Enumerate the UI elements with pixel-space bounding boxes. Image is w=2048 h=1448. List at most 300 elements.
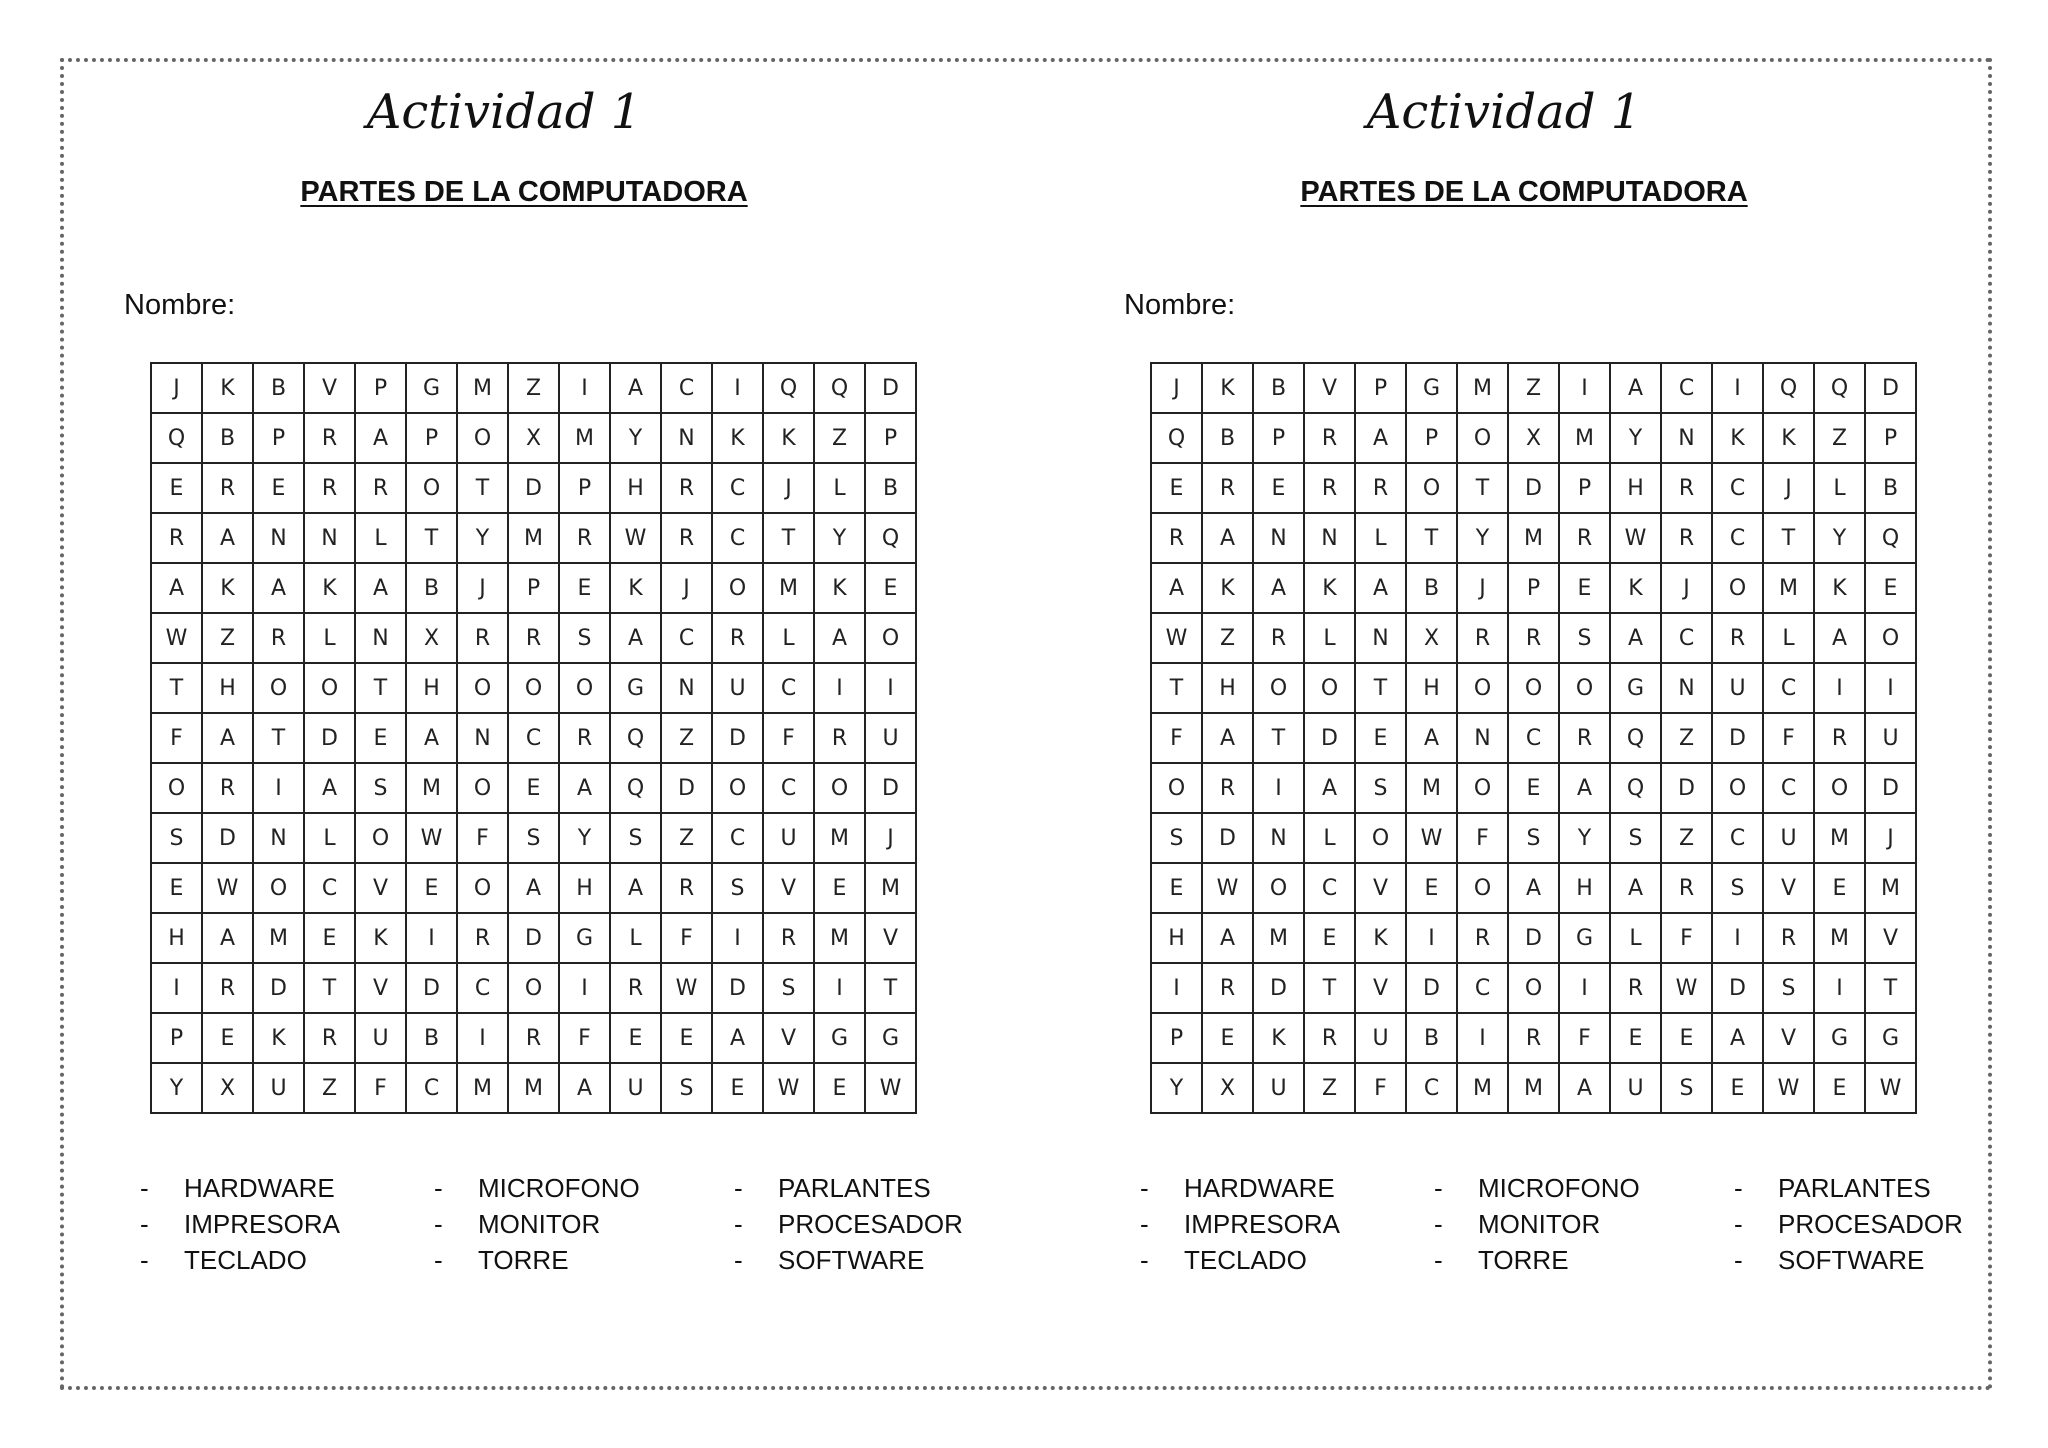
grid-cell[interactable]: L: [1814, 463, 1865, 513]
grid-cell[interactable]: U: [865, 713, 916, 763]
grid-cell[interactable]: P: [1865, 413, 1916, 463]
grid-cell[interactable]: K: [763, 413, 814, 463]
grid-cell[interactable]: S: [712, 863, 763, 913]
grid-cell[interactable]: F: [1457, 813, 1508, 863]
grid-cell[interactable]: E: [559, 563, 610, 613]
grid-cell[interactable]: L: [304, 813, 355, 863]
grid-cell[interactable]: B: [1253, 363, 1304, 413]
grid-cell[interactable]: Q: [1865, 513, 1916, 563]
grid-cell[interactable]: R: [304, 413, 355, 463]
grid-cell[interactable]: D: [712, 963, 763, 1013]
grid-cell[interactable]: R: [1712, 613, 1763, 663]
grid-cell[interactable]: E: [406, 863, 457, 913]
grid-cell[interactable]: Z: [1661, 813, 1712, 863]
grid-cell[interactable]: U: [1865, 713, 1916, 763]
grid-cell[interactable]: M: [457, 363, 508, 413]
grid-cell[interactable]: O: [1559, 663, 1610, 713]
grid-cell[interactable]: K: [355, 913, 406, 963]
grid-cell[interactable]: O: [1253, 663, 1304, 713]
grid-cell[interactable]: E: [1814, 1063, 1865, 1113]
grid-cell[interactable]: D: [712, 713, 763, 763]
grid-cell[interactable]: I: [253, 763, 304, 813]
grid-cell[interactable]: M: [1814, 913, 1865, 963]
grid-cell[interactable]: E: [508, 763, 559, 813]
grid-cell[interactable]: F: [559, 1013, 610, 1063]
grid-cell[interactable]: R: [304, 1013, 355, 1063]
grid-cell[interactable]: T: [406, 513, 457, 563]
grid-cell[interactable]: F: [457, 813, 508, 863]
grid-cell[interactable]: X: [1406, 613, 1457, 663]
grid-cell[interactable]: R: [1304, 1013, 1355, 1063]
grid-cell[interactable]: A: [1202, 513, 1253, 563]
grid-cell[interactable]: C: [661, 613, 712, 663]
grid-cell[interactable]: R: [304, 463, 355, 513]
grid-cell[interactable]: S: [1712, 863, 1763, 913]
grid-cell[interactable]: E: [1406, 863, 1457, 913]
grid-cell[interactable]: M: [1406, 763, 1457, 813]
grid-cell[interactable]: A: [1610, 613, 1661, 663]
grid-cell[interactable]: B: [202, 413, 253, 463]
grid-cell[interactable]: I: [559, 963, 610, 1013]
grid-cell[interactable]: C: [1763, 763, 1814, 813]
grid-cell[interactable]: I: [406, 913, 457, 963]
grid-cell[interactable]: V: [763, 863, 814, 913]
grid-cell[interactable]: R: [1151, 513, 1202, 563]
grid-cell[interactable]: D: [508, 913, 559, 963]
grid-cell[interactable]: B: [406, 1013, 457, 1063]
grid-cell[interactable]: Q: [763, 363, 814, 413]
grid-cell[interactable]: G: [1865, 1013, 1916, 1063]
grid-cell[interactable]: W: [865, 1063, 916, 1113]
grid-cell[interactable]: Q: [1763, 363, 1814, 413]
grid-cell[interactable]: D: [1508, 913, 1559, 963]
grid-cell[interactable]: R: [1355, 463, 1406, 513]
grid-cell[interactable]: L: [1304, 813, 1355, 863]
grid-cell[interactable]: I: [814, 963, 865, 1013]
grid-cell[interactable]: S: [610, 813, 661, 863]
grid-cell[interactable]: P: [253, 413, 304, 463]
grid-cell[interactable]: C: [1406, 1063, 1457, 1113]
grid-cell[interactable]: M: [763, 563, 814, 613]
grid-cell[interactable]: S: [1355, 763, 1406, 813]
grid-cell[interactable]: T: [304, 963, 355, 1013]
grid-cell[interactable]: R: [508, 1013, 559, 1063]
grid-cell[interactable]: J: [1457, 563, 1508, 613]
grid-cell[interactable]: E: [1304, 913, 1355, 963]
grid-cell[interactable]: C: [304, 863, 355, 913]
grid-cell[interactable]: E: [814, 1063, 865, 1113]
grid-cell[interactable]: I: [1814, 663, 1865, 713]
grid-cell[interactable]: O: [712, 763, 763, 813]
grid-cell[interactable]: E: [1151, 863, 1202, 913]
grid-cell[interactable]: Q: [151, 413, 202, 463]
grid-cell[interactable]: I: [865, 663, 916, 713]
grid-cell[interactable]: K: [1712, 413, 1763, 463]
grid-cell[interactable]: M: [1457, 1063, 1508, 1113]
grid-cell[interactable]: O: [865, 613, 916, 663]
grid-cell[interactable]: H: [1406, 663, 1457, 713]
grid-cell[interactable]: S: [661, 1063, 712, 1113]
grid-cell[interactable]: N: [1457, 713, 1508, 763]
grid-cell[interactable]: U: [1355, 1013, 1406, 1063]
grid-cell[interactable]: R: [1457, 913, 1508, 963]
grid-cell[interactable]: A: [1559, 1063, 1610, 1113]
grid-cell[interactable]: H: [406, 663, 457, 713]
grid-cell[interactable]: F: [661, 913, 712, 963]
grid-cell[interactable]: Z: [1661, 713, 1712, 763]
grid-cell[interactable]: G: [1559, 913, 1610, 963]
grid-cell[interactable]: S: [1763, 963, 1814, 1013]
grid-cell[interactable]: T: [1457, 463, 1508, 513]
grid-cell[interactable]: T: [1406, 513, 1457, 563]
grid-cell[interactable]: O: [508, 663, 559, 713]
grid-cell[interactable]: R: [559, 713, 610, 763]
grid-cell[interactable]: W: [763, 1063, 814, 1113]
grid-cell[interactable]: U: [1712, 663, 1763, 713]
grid-cell[interactable]: I: [1712, 363, 1763, 413]
grid-cell[interactable]: A: [1508, 863, 1559, 913]
grid-cell[interactable]: A: [1151, 563, 1202, 613]
grid-cell[interactable]: L: [1610, 913, 1661, 963]
grid-cell[interactable]: M: [406, 763, 457, 813]
grid-cell[interactable]: W: [1202, 863, 1253, 913]
grid-cell[interactable]: S: [355, 763, 406, 813]
grid-cell[interactable]: H: [1610, 463, 1661, 513]
grid-cell[interactable]: E: [1151, 463, 1202, 513]
grid-cell[interactable]: E: [610, 1013, 661, 1063]
grid-cell[interactable]: K: [712, 413, 763, 463]
grid-cell[interactable]: Z: [304, 1063, 355, 1113]
grid-cell[interactable]: I: [1559, 963, 1610, 1013]
grid-cell[interactable]: R: [1610, 963, 1661, 1013]
grid-cell[interactable]: X: [406, 613, 457, 663]
grid-cell[interactable]: O: [1457, 413, 1508, 463]
grid-cell[interactable]: W: [610, 513, 661, 563]
grid-cell[interactable]: J: [1865, 813, 1916, 863]
grid-cell[interactable]: T: [1304, 963, 1355, 1013]
grid-cell[interactable]: S: [763, 963, 814, 1013]
grid-cell[interactable]: D: [1304, 713, 1355, 763]
grid-cell[interactable]: O: [355, 813, 406, 863]
grid-cell[interactable]: E: [1508, 763, 1559, 813]
grid-cell[interactable]: R: [610, 963, 661, 1013]
grid-cell[interactable]: W: [406, 813, 457, 863]
grid-cell[interactable]: K: [1253, 1013, 1304, 1063]
grid-cell[interactable]: L: [304, 613, 355, 663]
grid-cell[interactable]: N: [1304, 513, 1355, 563]
grid-cell[interactable]: R: [712, 613, 763, 663]
grid-cell[interactable]: O: [1253, 863, 1304, 913]
grid-cell[interactable]: V: [1355, 863, 1406, 913]
grid-cell[interactable]: R: [457, 913, 508, 963]
grid-cell[interactable]: R: [508, 613, 559, 663]
grid-cell[interactable]: J: [1661, 563, 1712, 613]
grid-cell[interactable]: A: [355, 413, 406, 463]
grid-cell[interactable]: R: [1559, 513, 1610, 563]
grid-cell[interactable]: O: [457, 863, 508, 913]
grid-cell[interactable]: R: [814, 713, 865, 763]
grid-cell[interactable]: C: [508, 713, 559, 763]
grid-cell[interactable]: P: [406, 413, 457, 463]
grid-cell[interactable]: N: [253, 813, 304, 863]
grid-cell[interactable]: E: [355, 713, 406, 763]
grid-cell[interactable]: N: [661, 663, 712, 713]
grid-cell[interactable]: R: [1202, 463, 1253, 513]
grid-cell[interactable]: D: [1661, 763, 1712, 813]
grid-cell[interactable]: R: [1661, 463, 1712, 513]
grid-cell[interactable]: D: [304, 713, 355, 763]
grid-cell[interactable]: K: [610, 563, 661, 613]
grid-cell[interactable]: Y: [457, 513, 508, 563]
grid-cell[interactable]: R: [1661, 513, 1712, 563]
grid-cell[interactable]: D: [202, 813, 253, 863]
grid-cell[interactable]: I: [1865, 663, 1916, 713]
grid-cell[interactable]: M: [508, 1063, 559, 1113]
grid-cell[interactable]: U: [763, 813, 814, 863]
grid-cell[interactable]: E: [202, 1013, 253, 1063]
grid-cell[interactable]: D: [253, 963, 304, 1013]
grid-cell[interactable]: I: [559, 363, 610, 413]
grid-cell[interactable]: E: [1559, 563, 1610, 613]
grid-cell[interactable]: Q: [814, 363, 865, 413]
grid-cell[interactable]: V: [1763, 863, 1814, 913]
grid-cell[interactable]: S: [1559, 613, 1610, 663]
grid-cell[interactable]: E: [865, 563, 916, 613]
grid-cell[interactable]: H: [151, 913, 202, 963]
grid-cell[interactable]: P: [1151, 1013, 1202, 1063]
grid-cell[interactable]: G: [610, 663, 661, 713]
grid-cell[interactable]: T: [1253, 713, 1304, 763]
grid-cell[interactable]: T: [865, 963, 916, 1013]
grid-cell[interactable]: H: [1151, 913, 1202, 963]
grid-cell[interactable]: R: [661, 863, 712, 913]
grid-cell[interactable]: T: [1865, 963, 1916, 1013]
grid-cell[interactable]: Y: [151, 1063, 202, 1113]
grid-cell[interactable]: S: [508, 813, 559, 863]
grid-cell[interactable]: X: [202, 1063, 253, 1113]
grid-cell[interactable]: C: [712, 513, 763, 563]
grid-cell[interactable]: O: [457, 413, 508, 463]
grid-cell[interactable]: W: [202, 863, 253, 913]
grid-cell[interactable]: N: [1253, 813, 1304, 863]
grid-cell[interactable]: U: [253, 1063, 304, 1113]
grid-cell[interactable]: M: [508, 513, 559, 563]
grid-cell[interactable]: O: [1457, 863, 1508, 913]
grid-cell[interactable]: O: [1814, 763, 1865, 813]
grid-cell[interactable]: P: [151, 1013, 202, 1063]
grid-cell[interactable]: U: [1253, 1063, 1304, 1113]
grid-cell[interactable]: T: [1763, 513, 1814, 563]
grid-cell[interactable]: M: [814, 813, 865, 863]
grid-cell[interactable]: Q: [1610, 763, 1661, 813]
grid-cell[interactable]: F: [1355, 1063, 1406, 1113]
grid-cell[interactable]: K: [1610, 563, 1661, 613]
grid-cell[interactable]: R: [1304, 413, 1355, 463]
grid-cell[interactable]: S: [1151, 813, 1202, 863]
grid-cell[interactable]: G: [814, 1013, 865, 1063]
grid-cell[interactable]: D: [1253, 963, 1304, 1013]
grid-cell[interactable]: V: [1865, 913, 1916, 963]
grid-cell[interactable]: M: [1865, 863, 1916, 913]
grid-cell[interactable]: N: [1661, 413, 1712, 463]
grid-cell[interactable]: R: [1253, 613, 1304, 663]
grid-cell[interactable]: E: [1814, 863, 1865, 913]
grid-cell[interactable]: L: [1304, 613, 1355, 663]
grid-cell[interactable]: C: [712, 463, 763, 513]
grid-cell[interactable]: U: [355, 1013, 406, 1063]
grid-cell[interactable]: U: [610, 1063, 661, 1113]
grid-cell[interactable]: P: [1406, 413, 1457, 463]
grid-cell[interactable]: X: [508, 413, 559, 463]
grid-cell[interactable]: J: [457, 563, 508, 613]
grid-cell[interactable]: P: [1253, 413, 1304, 463]
grid-cell[interactable]: C: [1712, 513, 1763, 563]
grid-cell[interactable]: B: [1202, 413, 1253, 463]
grid-cell[interactable]: K: [253, 1013, 304, 1063]
grid-cell[interactable]: T: [253, 713, 304, 763]
grid-cell[interactable]: I: [1406, 913, 1457, 963]
grid-cell[interactable]: N: [304, 513, 355, 563]
grid-cell[interactable]: O: [559, 663, 610, 713]
grid-cell[interactable]: I: [457, 1013, 508, 1063]
grid-cell[interactable]: O: [1712, 763, 1763, 813]
grid-cell[interactable]: B: [253, 363, 304, 413]
grid-cell[interactable]: R: [1202, 763, 1253, 813]
grid-cell[interactable]: F: [1763, 713, 1814, 763]
grid-cell[interactable]: C: [661, 363, 712, 413]
grid-cell[interactable]: A: [1355, 563, 1406, 613]
grid-cell[interactable]: A: [814, 613, 865, 663]
grid-cell[interactable]: A: [202, 713, 253, 763]
grid-cell[interactable]: R: [661, 513, 712, 563]
grid-cell[interactable]: S: [1610, 813, 1661, 863]
grid-cell[interactable]: A: [1202, 913, 1253, 963]
grid-cell[interactable]: O: [1457, 663, 1508, 713]
grid-cell[interactable]: G: [1406, 363, 1457, 413]
grid-cell[interactable]: A: [559, 1063, 610, 1113]
grid-cell[interactable]: A: [508, 863, 559, 913]
grid-cell[interactable]: E: [1661, 1013, 1712, 1063]
grid-cell[interactable]: E: [712, 1063, 763, 1113]
grid-cell[interactable]: V: [763, 1013, 814, 1063]
grid-cell[interactable]: W: [1661, 963, 1712, 1013]
grid-cell[interactable]: E: [151, 463, 202, 513]
grid-cell[interactable]: E: [1610, 1013, 1661, 1063]
grid-cell[interactable]: H: [202, 663, 253, 713]
grid-cell[interactable]: Q: [1610, 713, 1661, 763]
grid-cell[interactable]: F: [1661, 913, 1712, 963]
grid-cell[interactable]: A: [712, 1013, 763, 1063]
grid-cell[interactable]: M: [1253, 913, 1304, 963]
grid-cell[interactable]: R: [202, 763, 253, 813]
grid-cell[interactable]: O: [1508, 963, 1559, 1013]
grid-cell[interactable]: P: [865, 413, 916, 463]
grid-cell[interactable]: S: [1661, 1063, 1712, 1113]
grid-cell[interactable]: R: [202, 463, 253, 513]
grid-cell[interactable]: U: [1763, 813, 1814, 863]
grid-cell[interactable]: A: [1712, 1013, 1763, 1063]
grid-cell[interactable]: P: [559, 463, 610, 513]
grid-cell[interactable]: Y: [1151, 1063, 1202, 1113]
grid-cell[interactable]: R: [253, 613, 304, 663]
grid-cell[interactable]: I: [712, 913, 763, 963]
grid-cell[interactable]: P: [1355, 363, 1406, 413]
grid-cell[interactable]: I: [1814, 963, 1865, 1013]
grid-cell[interactable]: K: [1763, 413, 1814, 463]
grid-cell[interactable]: J: [1763, 463, 1814, 513]
grid-cell[interactable]: A: [610, 613, 661, 663]
grid-cell[interactable]: P: [508, 563, 559, 613]
grid-cell[interactable]: O: [253, 663, 304, 713]
grid-cell[interactable]: B: [1406, 563, 1457, 613]
grid-cell[interactable]: V: [304, 363, 355, 413]
grid-cell[interactable]: U: [712, 663, 763, 713]
grid-cell[interactable]: M: [457, 1063, 508, 1113]
grid-cell[interactable]: M: [1508, 513, 1559, 563]
grid-cell[interactable]: E: [1712, 1063, 1763, 1113]
grid-cell[interactable]: C: [1304, 863, 1355, 913]
grid-cell[interactable]: V: [355, 963, 406, 1013]
grid-cell[interactable]: B: [865, 463, 916, 513]
grid-cell[interactable]: K: [1304, 563, 1355, 613]
grid-cell[interactable]: E: [151, 863, 202, 913]
grid-cell[interactable]: T: [457, 463, 508, 513]
grid-cell[interactable]: E: [253, 463, 304, 513]
grid-cell[interactable]: K: [202, 563, 253, 613]
grid-cell[interactable]: D: [508, 463, 559, 513]
grid-cell[interactable]: X: [1202, 1063, 1253, 1113]
grid-cell[interactable]: Z: [202, 613, 253, 663]
grid-cell[interactable]: N: [1355, 613, 1406, 663]
grid-cell[interactable]: O: [1865, 613, 1916, 663]
grid-cell[interactable]: R: [1559, 713, 1610, 763]
grid-cell[interactable]: M: [1457, 363, 1508, 413]
grid-cell[interactable]: R: [151, 513, 202, 563]
grid-cell[interactable]: L: [1763, 613, 1814, 663]
grid-cell[interactable]: N: [1661, 663, 1712, 713]
grid-cell[interactable]: O: [1355, 813, 1406, 863]
grid-cell[interactable]: O: [457, 663, 508, 713]
grid-cell[interactable]: O: [406, 463, 457, 513]
grid-cell[interactable]: Z: [1508, 363, 1559, 413]
grid-cell[interactable]: W: [1763, 1063, 1814, 1113]
grid-cell[interactable]: R: [1508, 1013, 1559, 1063]
grid-cell[interactable]: I: [1712, 913, 1763, 963]
grid-cell[interactable]: A: [1355, 413, 1406, 463]
grid-cell[interactable]: R: [1457, 613, 1508, 663]
grid-cell[interactable]: W: [661, 963, 712, 1013]
grid-cell[interactable]: L: [814, 463, 865, 513]
grid-cell[interactable]: W: [1406, 813, 1457, 863]
grid-cell[interactable]: O: [253, 863, 304, 913]
grid-cell[interactable]: W: [151, 613, 202, 663]
grid-cell[interactable]: M: [1814, 813, 1865, 863]
grid-cell[interactable]: J: [865, 813, 916, 863]
grid-cell[interactable]: Y: [559, 813, 610, 863]
grid-cell[interactable]: W: [1610, 513, 1661, 563]
grid-cell[interactable]: C: [763, 763, 814, 813]
grid-cell[interactable]: Q: [610, 763, 661, 813]
grid-cell[interactable]: R: [202, 963, 253, 1013]
grid-cell[interactable]: A: [253, 563, 304, 613]
grid-cell[interactable]: D: [1865, 363, 1916, 413]
grid-cell[interactable]: A: [202, 513, 253, 563]
grid-cell[interactable]: V: [1355, 963, 1406, 1013]
grid-cell[interactable]: R: [1661, 863, 1712, 913]
grid-cell[interactable]: O: [814, 763, 865, 813]
grid-cell[interactable]: C: [1508, 713, 1559, 763]
grid-cell[interactable]: A: [610, 363, 661, 413]
